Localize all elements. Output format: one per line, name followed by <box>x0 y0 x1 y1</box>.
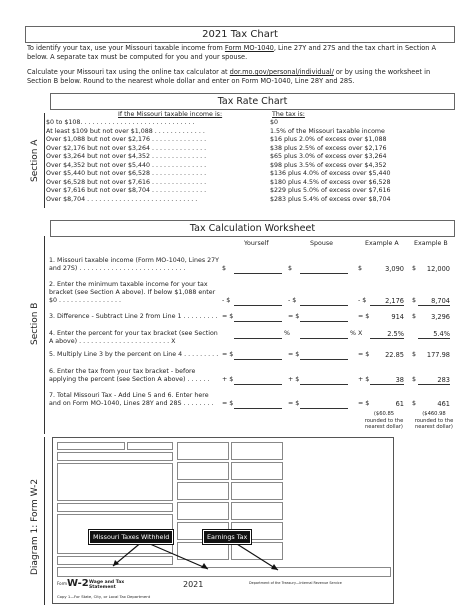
form-link[interactable]: Form MO-1040 <box>224 44 274 52</box>
example-b-value: 12,000 <box>426 265 450 273</box>
yourself-prefix: - $ <box>222 297 231 304</box>
w2-copy-note: Copy 1—For State, City, or Local Tax Department <box>57 594 151 599</box>
worksheet-line-text: 2. Enter the minimum taxable income for your tax bracket (see Section A above). If below $1,088 enter $0 . . . . . . . . . . . . . . . . <box>49 281 216 304</box>
arrowhead <box>271 564 278 570</box>
w2-form-label: Form <box>57 581 68 586</box>
example-a-value: 914 <box>391 313 404 321</box>
example-b-value: 8,704 <box>418 297 450 306</box>
rate-row-income: Over $1,088 but not over $2,176 . . . . . . . . . . . . . . <box>46 136 207 143</box>
example-b-note: ($460.98 rounded to the nearest dollar) <box>414 411 454 430</box>
worksheet-line-text: 4. Enter the percent for your tax bracket (see Section A above) . . . . . . . . . . . . . . . . . . . . . . . X <box>49 330 218 345</box>
example-b-value: 461 <box>437 400 450 408</box>
rate-row-tax: $136 plus 4.0% of excess over $5,440 <box>270 170 391 177</box>
tax-column-header: The tax is: <box>272 111 305 118</box>
example-a-value: 38 <box>370 376 404 385</box>
rate-row-tax: $229 plus 5.0% of excess over $7,616 <box>270 187 391 194</box>
tax-rate-chart-header: Tax Rate Chart <box>50 93 455 110</box>
worksheet-line-text: 5. Multiply Line 3 by the percent on Line 4 . . . . . . . . . <box>49 351 219 358</box>
intro-text: To identify your tax, use your Missouri taxable income from <box>27 44 225 52</box>
intro-text: or by using the worksheet in Section B below. Round to the nearest whole dollar and enter on Form MO-1040, Line 28Y and 28S. <box>27 68 431 86</box>
rate-row-tax: $38 plus 2.5% of excess over $2,176 <box>270 144 387 152</box>
example-b-value: 283 <box>418 376 450 385</box>
section-b-label: Section B <box>30 302 40 345</box>
yourself-input[interactable] <box>234 265 282 274</box>
worksheet-header: Tax Calculation Worksheet <box>50 220 455 237</box>
intro-text: , Line 27Y and 27S and the tax chart in Section A below. A separate tax must be computed for you and your spouse. <box>27 44 437 62</box>
rate-row-income: Over $8,704 . . . . . . . . . . . . . . . . . . . . . . . . . . . . <box>46 195 198 203</box>
spouse-input[interactable] <box>300 297 348 306</box>
rate-row-tax: $98 plus 3.5% of excess over $4,352 <box>270 161 387 169</box>
rate-row-tax: 1.5% of the Missouri taxable income <box>270 127 385 135</box>
spouse-input[interactable] <box>300 376 348 385</box>
withheld-arrow-right <box>143 541 208 569</box>
w2-big-label: W-2 <box>67 578 89 589</box>
callout-missouri-taxes-withheld: Missouri Taxes Withheld <box>89 530 173 544</box>
section-a-divider <box>44 113 45 208</box>
example-a-value: 61 <box>395 400 404 408</box>
calculator-link[interactable]: dor.mo.gov/personal/individual/ <box>229 68 334 76</box>
yourself-input[interactable] <box>234 376 282 385</box>
section-b-divider <box>44 236 45 434</box>
rate-row-income: At least $109 but not over $1,088 . . . . . . . . . . . . . <box>46 127 205 135</box>
spouse-prefix: = $ <box>288 313 300 320</box>
col-example-a: Example A <box>365 240 399 247</box>
spouse-input[interactable] <box>300 313 348 322</box>
rate-row-income: $0 to $108. . . . . . . . . . . . . . . . . . . . . . . . . . . . . <box>46 119 195 126</box>
yourself-input[interactable] <box>234 297 282 306</box>
spouse-prefix: = $ <box>288 400 300 407</box>
percent-sign: % <box>350 330 356 337</box>
rate-row-tax: $180 plus 4.5% of excess over $6,528 <box>270 178 391 186</box>
example-b-sign: $ <box>412 376 417 383</box>
callout-arrows <box>53 438 393 603</box>
spouse-prefix: = $ <box>288 351 300 358</box>
example-b-sign: $ <box>412 297 417 304</box>
example-b-value: 177.98 <box>426 351 450 359</box>
yourself-prefix: = $ <box>222 313 234 320</box>
intro-paragraph-2 <box>27 68 455 86</box>
diagram-divider <box>44 437 45 605</box>
worksheet-line-text: 7. Total Missouri Tax - Add Line 5 and 6. Enter here and on Form MO-1040, Lines 28Y and 28S . . . . . . . . <box>49 392 214 407</box>
example-a-sign: + $ <box>358 376 370 383</box>
page-title: 2021 Tax Chart <box>25 26 455 43</box>
example-a-sign: = $ <box>358 313 370 320</box>
rate-row-income: Over $6,528 but not over $7,616 . . . . . . . . . . . . . . <box>46 178 207 186</box>
yourself-input[interactable] <box>234 313 282 322</box>
rate-row-income: Over $3,264 but not over $4,352 . . . . . . . . . . . . . . <box>46 153 207 160</box>
section-a-label: Section A <box>30 139 40 182</box>
spouse-prefix: $ <box>288 265 293 272</box>
example-a-sign: - $ <box>358 297 367 304</box>
worksheet-line-text: 3. Difference - Subtract Line 2 from Line 1 . . . . . . . . . <box>49 313 218 320</box>
yourself-prefix: = $ <box>222 351 234 358</box>
example-a-sign: = $ <box>358 400 370 407</box>
example-a-sign: $ <box>358 265 363 272</box>
intro-paragraph-1 <box>27 44 455 62</box>
example-a-value: 2.5% <box>370 330 404 339</box>
w2-title: Wage and Tax Statement <box>89 580 125 590</box>
col-yourself: Yourself <box>244 240 269 247</box>
intro-text: Calculate your Missouri tax using the online tax calculator at <box>27 68 230 76</box>
spouse-prefix: - $ <box>288 297 297 304</box>
col-example-b: Example B <box>414 240 448 247</box>
example-a-value: 3,090 <box>385 265 404 273</box>
yourself-input[interactable] <box>234 400 282 409</box>
example-a-value: 2,176 <box>370 297 404 306</box>
example-b-value: 3,296 <box>431 313 450 321</box>
rate-row-income: Over $5,440 but not over $6,528 . . . . . . . . . . . . . . <box>46 170 207 177</box>
example-b-sign: $ <box>412 265 417 272</box>
w2-year: 2021 <box>183 580 204 589</box>
rate-row-income: Over $7,616 but not over $8,704 . . . . . . . . . . . . . . <box>46 187 207 194</box>
spouse-input[interactable] <box>300 265 348 274</box>
example-b-value: 5.4% <box>418 330 450 339</box>
example-b-sign: $ <box>412 313 417 320</box>
w2-form-image <box>52 437 394 604</box>
income-column-header: If the Missouri taxable income is: <box>118 111 223 118</box>
worksheet-line-text: 6. Enter the tax from your tax bracket - before applying the percent (see Section A above) . . . . . . <box>49 368 210 383</box>
spouse-prefix: + $ <box>288 376 300 383</box>
rate-row-tax: $16 plus 2.0% of excess over $1,088 <box>270 136 387 143</box>
example-a-note: ($60.85 rounded to the nearest dollar) <box>364 411 404 430</box>
example-b-sign: $ <box>412 400 417 407</box>
yourself-input[interactable] <box>234 351 282 360</box>
rate-row-tax: $65 plus 3.0% of excess over $3,264 <box>270 153 387 160</box>
yourself-prefix: = $ <box>222 400 234 407</box>
worksheet-line-text: 1. Missouri taxable income (Form MO-1040, Lines 27Y and 27S) . . . . . . . . . . . . . . . . . . . . . . . . . . . <box>49 257 219 272</box>
example-a-value: 22.85 <box>385 351 404 359</box>
callout-earnings-tax: Earnings Tax <box>203 530 251 544</box>
withheld-arrow-left <box>113 541 143 566</box>
diagram-label: Diagram 1: Form W-2 <box>30 478 40 575</box>
example-a-sign: = $ <box>358 351 370 358</box>
rate-row-income: Over $4,352 but not over $5,440 . . . . . . . . . . . . . . <box>46 161 207 169</box>
percent-sign: % <box>284 330 290 337</box>
spouse-input[interactable] <box>300 330 348 339</box>
spouse-input[interactable] <box>300 400 348 409</box>
yourself-input[interactable] <box>234 330 282 339</box>
rate-row-tax: $0 <box>270 119 279 126</box>
w2-dept-note: Department of the Treasury—Internal Revenue Service <box>249 581 342 585</box>
yourself-prefix: $ <box>222 265 227 272</box>
col-spouse: Spouse <box>310 240 333 247</box>
rate-row-income: Over $2,176 but not over $3,264 . . . . . . . . . . . . . . <box>46 144 207 152</box>
example-b-sign: $ <box>412 351 417 358</box>
rate-row-tax: $283 plus 5.4% of excess over $8,704 <box>270 195 391 203</box>
spouse-input[interactable] <box>300 351 348 360</box>
yourself-prefix: + $ <box>222 376 234 383</box>
example-a-sign: X <box>358 330 363 337</box>
arrowhead <box>113 560 119 566</box>
